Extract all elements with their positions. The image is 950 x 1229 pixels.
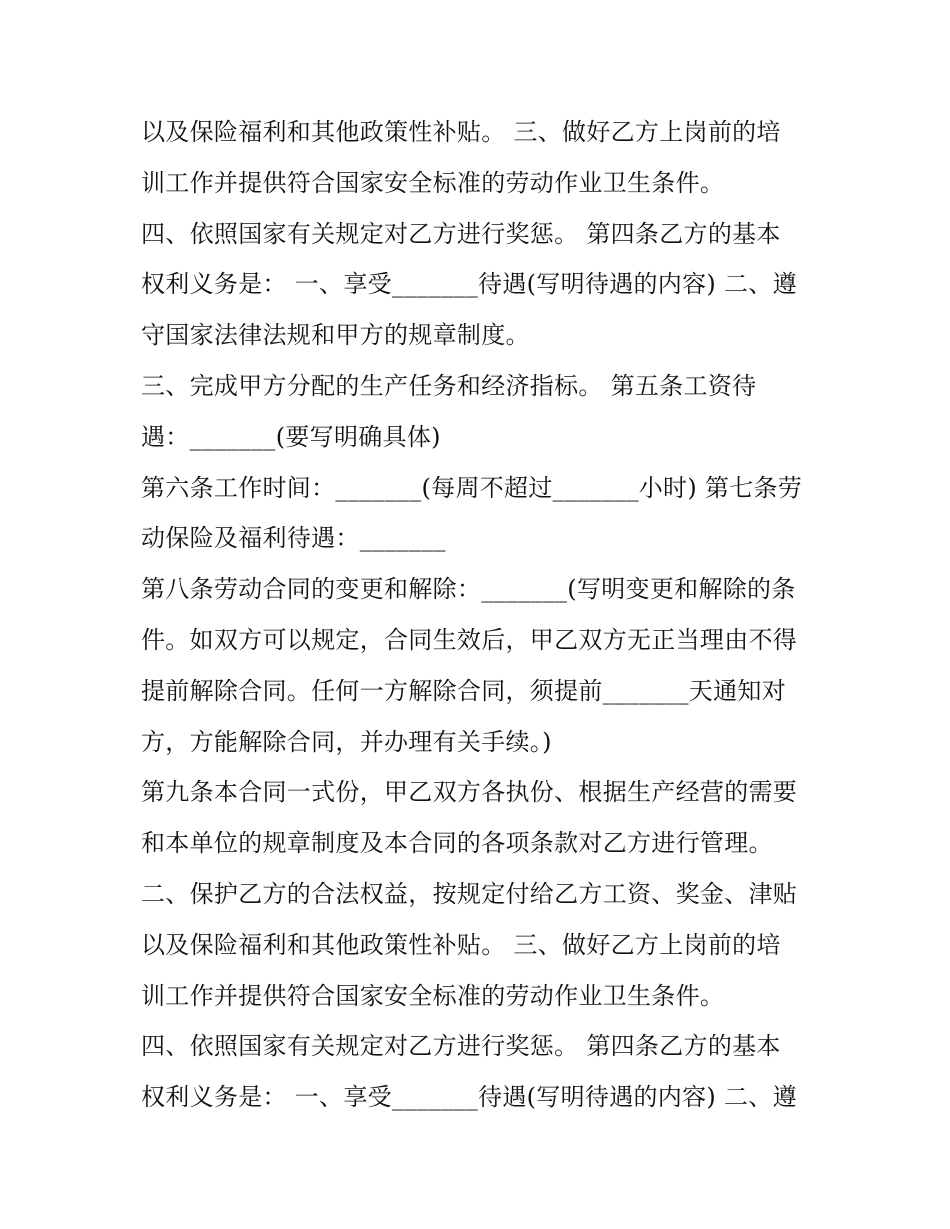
text-line: 权利义务是： 一、享受_______待遇(写明待遇的内容) 二、遵 (141, 270, 797, 299)
text-line: 提前解除合同。任何一方解除合同，须提前_______天通知对 (141, 676, 786, 705)
text-line: 四、依照国家有关规定对乙方进行奖惩。 第四条乙方的基本 (141, 1032, 781, 1061)
text-line: 方，方能解除合同，并办理有关手续。) (141, 727, 552, 756)
text-line: 三、完成甲方分配的生产任务和经济指标。 第五条工资待 (141, 371, 757, 400)
text-line: 件。如双方可以规定，合同生效后，甲乙双方无正当理由不得 (141, 625, 798, 654)
text-line: 训工作并提供符合国家安全标准的劳动作业卫生条件。 (141, 981, 725, 1010)
text-line: 和本单位的规章制度及本合同的各项条款对乙方进行管理。 (141, 829, 773, 858)
text-line: 四、依照国家有关规定对乙方进行奖惩。 第四条乙方的基本 (141, 219, 781, 248)
text-line: 守国家法律法规和甲方的规章制度。 (141, 321, 530, 350)
text-line: 遇：_______(要写明确具体) (141, 422, 441, 451)
text-line: 以及保险福利和其他政策性补贴。 三、做好乙方上岗前的培 (141, 930, 781, 959)
text-line: 权利义务是： 一、享受_______待遇(写明待遇的内容) 二、遵 (141, 1083, 797, 1112)
text-line: 训工作并提供符合国家安全标准的劳动作业卫生条件。 (141, 168, 725, 197)
text-line: 动保险及福利待遇：_______ (141, 524, 446, 553)
text-line: 第九条本合同一式份，甲乙双方各执份、根据生产经营的需要 (141, 778, 798, 807)
document-body (141, 107, 831, 1123)
text-line: 第六条工作时间：_______(每周不超过_______小时) 第七条劳 (141, 473, 803, 502)
text-line: 以及保险福利和其他政策性补贴。 三、做好乙方上岗前的培 (141, 118, 781, 146)
text-line: 第八条劳动合同的变更和解除：_______(写明变更和解除的条 (141, 575, 796, 604)
text-line: 二、保护乙方的合法权益，按规定付给乙方工资、奖金、津贴 (141, 879, 798, 908)
